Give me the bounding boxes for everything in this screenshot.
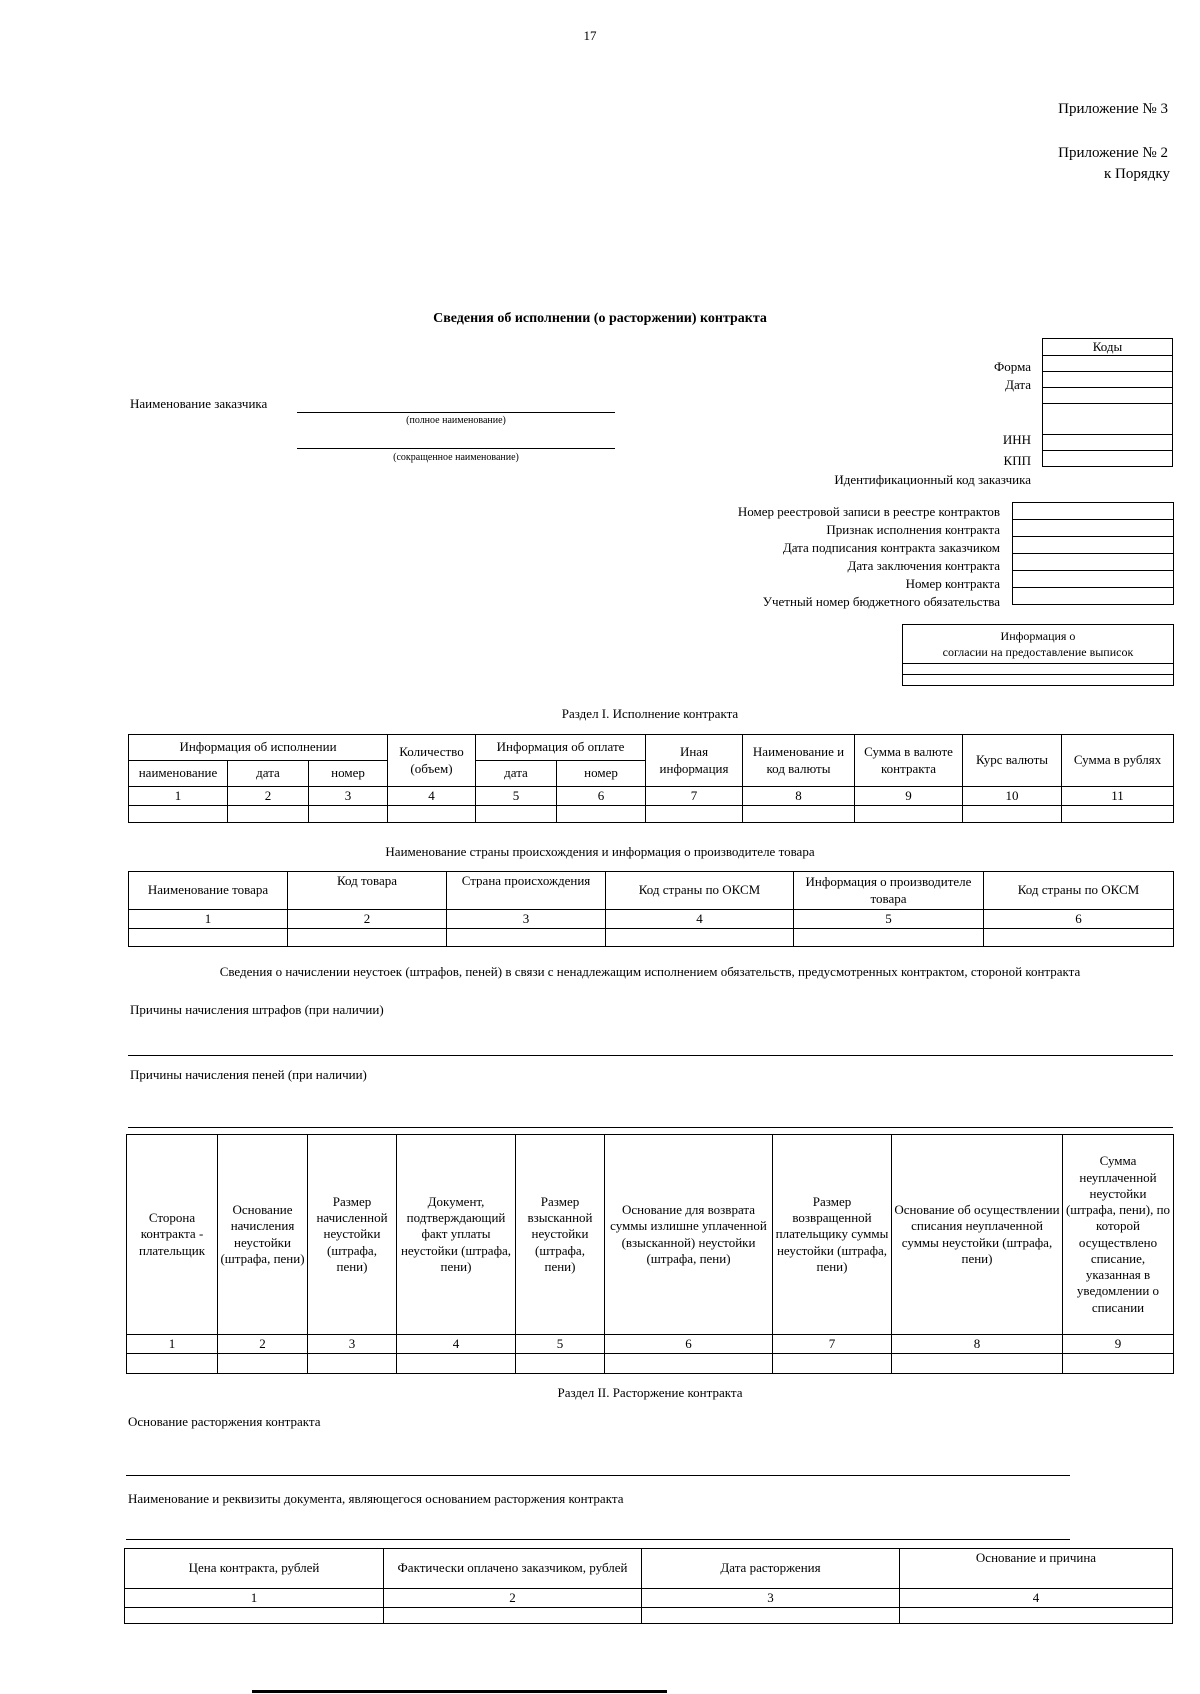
- label-customer-id: Идентификационный код заказчика: [834, 472, 1031, 487]
- empty-cell[interactable]: [605, 1354, 773, 1374]
- th-basis: Основание начисления неустойки (штрафа, пени): [218, 1135, 308, 1335]
- label-contract-number: Номер контракта: [905, 576, 1000, 591]
- col-num: 7: [646, 787, 743, 806]
- col-num: 4: [397, 1335, 516, 1354]
- th-exec-info: Информация об исполнении: [129, 735, 388, 761]
- table-row: [125, 1608, 1173, 1624]
- termination-basis-label: Основание расторжения контракта: [128, 1414, 321, 1429]
- codes-header: Коды: [1043, 339, 1173, 356]
- empty-cell[interactable]: [288, 929, 447, 947]
- col-num: 7: [773, 1335, 892, 1354]
- th-exec-date: дата: [228, 761, 309, 787]
- penalty-table: [126, 1134, 1174, 1374]
- origin-table: [128, 871, 1174, 947]
- label-inn: ИНН: [1002, 432, 1031, 447]
- col-num: 2: [218, 1335, 308, 1354]
- col-num: 6: [984, 910, 1174, 929]
- col-num: 3: [642, 1589, 900, 1608]
- th-pay-info: Информация об оплате: [476, 735, 646, 761]
- table-row: [127, 1354, 1174, 1374]
- empty-cell[interactable]: [892, 1354, 1063, 1374]
- col-num: 9: [855, 787, 963, 806]
- code-cell-inn[interactable]: [1043, 404, 1173, 435]
- label-budget-number: Учетный номер бюджетного обязательства: [762, 594, 1000, 609]
- col-num: 1: [125, 1589, 384, 1608]
- col-num: 4: [388, 787, 476, 806]
- col-num: 5: [794, 910, 984, 929]
- section1-title: Раздел I. Исполнение контракта: [561, 706, 739, 721]
- col-num: 3: [309, 787, 388, 806]
- empty-cell[interactable]: [388, 806, 476, 823]
- th-origin-country: Страна происхождения: [447, 872, 606, 910]
- consent-line2: согласии на предоставление выписок: [942, 645, 1134, 659]
- budget-number-field[interactable]: [1013, 588, 1174, 605]
- empty-cell[interactable]: [963, 806, 1062, 823]
- empty-cell[interactable]: [228, 806, 309, 823]
- consent-cell-1[interactable]: [903, 664, 1174, 675]
- empty-cell[interactable]: [308, 1354, 397, 1374]
- empty-cell[interactable]: [557, 806, 646, 823]
- th-pay-number: номер: [557, 761, 646, 787]
- th-goods-name: Наименование товара: [129, 872, 288, 910]
- fines-line[interactable]: [128, 1055, 1173, 1056]
- empty-cell[interactable]: [984, 929, 1174, 947]
- table-row: [129, 806, 1174, 823]
- peni-label: Причины начисления пеней (при наличии): [130, 1067, 367, 1082]
- peni-line[interactable]: [128, 1127, 1173, 1128]
- empty-cell[interactable]: [127, 1354, 218, 1374]
- empty-cell[interactable]: [397, 1354, 516, 1374]
- th-paid: Фактически оплачено заказчиком, рублей: [384, 1549, 642, 1589]
- empty-cell[interactable]: [447, 929, 606, 947]
- full-name-line[interactable]: [297, 412, 615, 413]
- col-num: 6: [605, 1335, 773, 1354]
- bottom-rule: [252, 1690, 667, 1693]
- th-exec-name: наименование: [129, 761, 228, 787]
- th-rate: Курс валюты: [963, 735, 1062, 787]
- th-writeoff-basis: Основание об осуществлении списания неуплаченной суммы неустойки (штрафа, пени): [892, 1135, 1063, 1335]
- empty-cell[interactable]: [900, 1608, 1173, 1624]
- th-refund-basis: Основание для возврата суммы излишне уплаченной (взысканной) неустойки (штрафа, пени): [605, 1135, 773, 1335]
- empty-cell[interactable]: [516, 1354, 605, 1374]
- empty-cell[interactable]: [1062, 806, 1174, 823]
- col-num: 8: [743, 787, 855, 806]
- col-num: 3: [308, 1335, 397, 1354]
- fines-label: Причины начисления штрафов (при наличии): [130, 1002, 384, 1017]
- th-currency: Наименование и код валюты: [743, 735, 855, 787]
- consent-box: [902, 624, 1174, 686]
- penalty-title: Сведения о начислении неустоек (штрафов, пеней) в связи с ненадлежащим исполнением обязательств, предусмотренных контрактом, стороной контракта: [219, 964, 1081, 979]
- col-num: 8: [892, 1335, 1063, 1354]
- termination-table: [124, 1548, 1173, 1624]
- document-title: Сведения об исполнении (о расторжении) контракта: [433, 311, 767, 326]
- empty-cell[interactable]: [855, 806, 963, 823]
- col-num: 2: [228, 787, 309, 806]
- contract-number-field[interactable]: [1013, 571, 1174, 588]
- label-kpp: КПП: [1003, 453, 1031, 468]
- empty-cell[interactable]: [309, 806, 388, 823]
- termination-doc-label: Наименование и реквизиты документа, являющегося основанием расторжения контракта: [128, 1491, 624, 1506]
- th-collected: Размер взысканной неустойки (штрафа, пени): [516, 1135, 605, 1335]
- label-form: Форма: [994, 359, 1031, 374]
- th-sum-currency: Сумма в валюте контракта: [855, 735, 963, 787]
- label-execution-flag: Признак исполнения контракта: [826, 522, 1000, 537]
- customer-label: Наименование заказчика: [130, 396, 268, 411]
- page-number: 17: [583, 28, 597, 43]
- col-num: 4: [900, 1589, 1173, 1608]
- code-cell-blank1[interactable]: [1043, 388, 1173, 404]
- empty-cell[interactable]: [125, 1608, 384, 1624]
- th-payer: Сторона контракта - плательщик: [127, 1135, 218, 1335]
- th-writeoff-sum: Сумма неуплаченной неустойки (штрафа, пени), по которой осуществлено списание, указанная в уведомлении о списании: [1063, 1135, 1174, 1335]
- empty-cell[interactable]: [1063, 1354, 1174, 1374]
- short-name-line[interactable]: [297, 448, 615, 449]
- execution-flag-field[interactable]: [1013, 520, 1174, 537]
- empty-cell[interactable]: [606, 929, 794, 947]
- th-manufacturer-country-code: Код страны по ОКСМ: [984, 872, 1174, 910]
- empty-cell[interactable]: [646, 806, 743, 823]
- col-num: 1: [129, 787, 228, 806]
- registry-boxes: [1012, 502, 1174, 605]
- consent-cell-2[interactable]: [903, 675, 1174, 686]
- consent-header: [903, 625, 1174, 664]
- th-accrued: Размер начисленной неустойки (штрафа, пени): [308, 1135, 397, 1335]
- col-num: 11: [1062, 787, 1174, 806]
- code-cell-kpp[interactable]: [1043, 435, 1173, 451]
- empty-cell[interactable]: [743, 806, 855, 823]
- th-contract-price: Цена контракта, рублей: [125, 1549, 384, 1589]
- col-num: 4: [606, 910, 794, 929]
- empty-cell[interactable]: [129, 806, 228, 823]
- short-name-caption: (сокращенное наименование): [393, 452, 519, 463]
- empty-cell[interactable]: [642, 1608, 900, 1624]
- label-sign-date: Дата подписания контракта заказчиком: [782, 540, 1000, 555]
- appendix-sub: Приложение № 2: [1058, 145, 1168, 161]
- th-basis-reason: Основание и причина: [900, 1549, 1173, 1589]
- label-registry-number: Номер реестровой записи в реестре контрактов: [737, 504, 1000, 519]
- th-refunded: Размер возвращенной плательщику суммы неустойки (штрафа, пени): [773, 1135, 892, 1335]
- col-num: 2: [288, 910, 447, 929]
- section2-title: Раздел II. Расторжение контракта: [557, 1385, 743, 1400]
- th-exec-number: номер: [309, 761, 388, 787]
- origin-title: Наименование страны происхождения и информация о производителе товара: [385, 844, 815, 859]
- col-num: 5: [476, 787, 557, 806]
- th-pay-date: дата: [476, 761, 557, 787]
- th-manufacturer: Информация о производителе товара: [794, 872, 984, 910]
- appendix-main: Приложение № 3: [1058, 101, 1168, 117]
- col-num: 5: [516, 1335, 605, 1354]
- label-date: Дата: [1005, 377, 1031, 392]
- codes-table: [1042, 338, 1173, 467]
- code-cell-form[interactable]: [1043, 356, 1173, 372]
- empty-cell[interactable]: [794, 929, 984, 947]
- table-row: [129, 929, 1174, 947]
- code-cell-customer-id[interactable]: [1043, 451, 1173, 467]
- col-num: 10: [963, 787, 1062, 806]
- th-termination-date: Дата расторжения: [642, 1549, 900, 1589]
- col-num: 3: [447, 910, 606, 929]
- col-num: 1: [127, 1335, 218, 1354]
- empty-cell[interactable]: [476, 806, 557, 823]
- empty-cell[interactable]: [773, 1354, 892, 1374]
- conclusion-date-field[interactable]: [1013, 554, 1174, 571]
- execution-table: [128, 734, 1174, 823]
- consent-line1: Информация о: [1000, 628, 1076, 643]
- empty-cell[interactable]: [384, 1608, 642, 1624]
- th-qty: Количество (объем): [388, 735, 476, 787]
- col-num: 6: [557, 787, 646, 806]
- th-other: Иная информация: [646, 735, 743, 787]
- termination-doc-line[interactable]: [126, 1539, 1070, 1540]
- th-payment-doc: Документ, подтверждающий факт уплаты неустойки (штрафа, пени): [397, 1135, 516, 1335]
- th-goods-code: Код товара: [288, 872, 447, 910]
- code-cell-date[interactable]: [1043, 372, 1173, 388]
- full-name-caption: (полное наименование): [406, 415, 506, 426]
- registry-number-field[interactable]: [1013, 503, 1174, 520]
- th-country-code: Код страны по ОКСМ: [606, 872, 794, 910]
- empty-cell[interactable]: [129, 929, 288, 947]
- label-conclusion-date: Дата заключения контракта: [847, 558, 1000, 573]
- col-num: 9: [1063, 1335, 1174, 1354]
- termination-basis-line[interactable]: [126, 1475, 1070, 1476]
- sign-date-field[interactable]: [1013, 537, 1174, 554]
- col-num: 2: [384, 1589, 642, 1608]
- appendix-sub2: к Порядку: [1104, 166, 1170, 182]
- col-num: 1: [129, 910, 288, 929]
- empty-cell[interactable]: [218, 1354, 308, 1374]
- th-sum-rub: Сумма в рублях: [1062, 735, 1174, 787]
